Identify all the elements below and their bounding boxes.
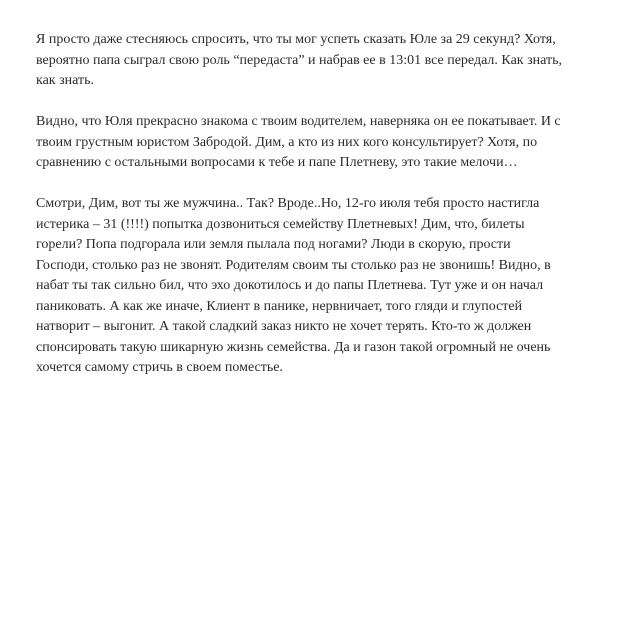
- paragraph-3: Смотри, Дим, вот ты же мужчина.. Так? Вроде..Но, 12-го июля тебя просто настигла истерика – 31 (!!!!) попытка дозвониться семейству Плетневых! Дим, что, билеты горели? Попа подгорала или земля пылала под ногами? Люди в скорую, прости Господи, столько раз не звонят. Родителям своим ты столько раз не звонишь! Видно, в набат ты так сильно бил, что эхо докотилось и до папы Плетнева. Тут уже и он начал паниковать. А как же иначе, Клиент в панике, нервничает, того гляди и глупостей натворит – выгонит. А такой сладкий заказ никто не хочет терять. Кто-то ж должен спонсировать такую шикарную жизнь семейства. Да и газон такой огромный не очень хочется самому стричь в своем поместье.: [36, 196, 551, 375]
- paragraph-1: Я просто даже стесняюсь спросить, что ты мог успеть сказать Юле за 29 секунд? Хотя, вероятно папа сыграл свою роль “передаста” и набрав ее в 13:01 все передал. Как знать, как знать.: [36, 32, 562, 88]
- paragraph-2: Видно, что Юля прекрасно знакома с твоим водителем, наверняка он ее покатывает. И с твоим грустным юристом Забродой. Дим, а кто из них кого консультирует? Хотя, по сравнению с остальными вопросами к тебе и папе Плетневу, это такие мелочи…: [36, 114, 561, 170]
- article-body: [36, 30, 564, 399]
